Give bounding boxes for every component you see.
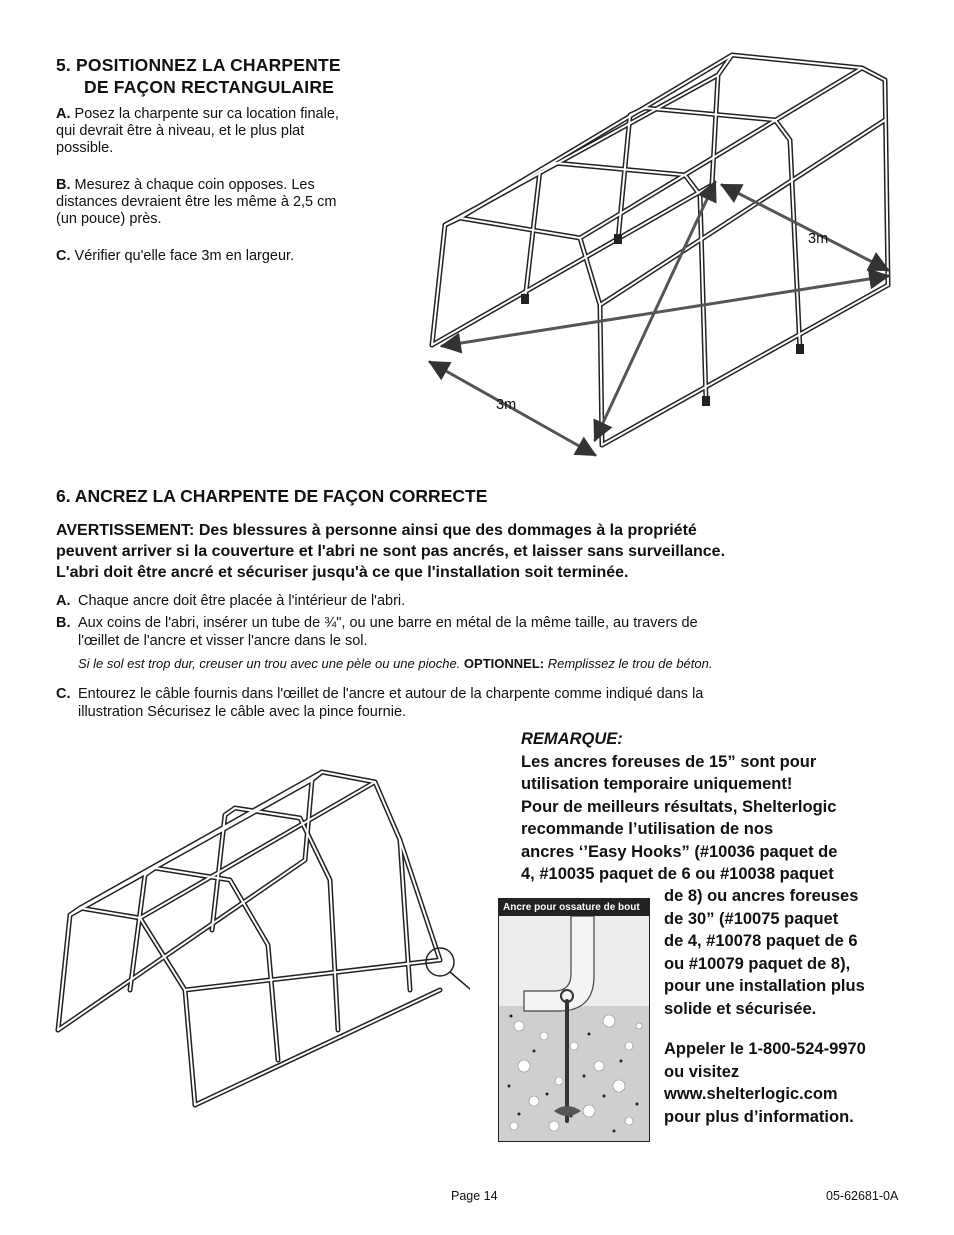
frame-anchor-illustration <box>50 760 470 1120</box>
step-c: C. Vérifier qu'elle face 3m en largeur. <box>56 248 295 264</box>
step-a: A. Posez la charpente sur ca location finale, qui devrait être à niveau, et le plus plat possible. <box>56 106 339 156</box>
anchor-inset-caption: Ancre pour ossature de bout <box>499 899 649 916</box>
section5-steps <box>56 106 406 282</box>
remarque-block: REMARQUE: Les ancres foreuses de 15” sont pour utilisation temporaire uniquement! Pour de meilleurs résultats, Shelterlogic recommande l’utilisation de nos ancres ‘’Easy Hooks” (#10036 paquet de 4, #10035 paquet de 6 ou #10038 paquet <box>521 728 911 886</box>
section5-heading: 5. POSITIONNEZ LA CHARPENTE DE FAÇON RECTANGULAIRE <box>56 55 341 97</box>
step6-b: B. Aux coins de l'abri, insérer un tube de ¾", ou une barre en métal de la même taille, au travers de l'œillet de l'ancre et visser l'ancre dans le sol. <box>56 615 698 649</box>
step6-c: C. Entourez le câble fournis dans l'œillet de l'ancre et autour de la charpente comme indiqué dans la illustration Sécurisez le câble avec la pince fournie. <box>56 686 704 720</box>
section6-heading: 6. ANCREZ LA CHARPENTE DE FAÇON CORRECTE <box>56 486 488 506</box>
frame-measure-illustration <box>420 40 910 470</box>
dimension-label-right: 3m <box>808 231 829 247</box>
page-number: Page 14 <box>451 1189 498 1203</box>
dimension-label-left: 3m <box>496 397 517 413</box>
anchor-inset <box>498 898 650 1142</box>
remarque-title: REMARQUE: <box>521 730 623 748</box>
warning-text: AVERTISSEMENT: Des blessures à personne ainsi que des dommages à la propriété peuvent arriver si la couverture et l'abri ne sont pas ancrés, et laisser sans surveillance. L'abri doit être ancré et sécuriser jusqu'à ce que l'installation soit terminée. <box>56 522 726 581</box>
step6-b-note: Si le sol est trop dur, creuser un trou avec une pèle ou une pioche. OPTIONNEL: Remplissez le trou de béton. <box>78 656 713 671</box>
remarque-block-narrow: de 8) ou ancres foreuses de 30” (#10075 paquet de 4, #10078 paquet de 6 ou #10079 paquet de 8), pour une installation plus solide et sécurisée. Appeler le 1-800-524-9970 ou visitez www.shelterlogic.com pour plus d’information. <box>664 887 866 1126</box>
anchor-diagram <box>499 916 649 1141</box>
step-b: B. Mesurez à chaque coin opposes. Les distances devraient être les même à 2,5 cm (un pouce) près. <box>56 177 337 227</box>
document-code: 05-62681-0A <box>826 1189 899 1203</box>
step6-a: A. Chaque ancre doit être placée à l'intérieur de l'abri. <box>56 593 406 609</box>
